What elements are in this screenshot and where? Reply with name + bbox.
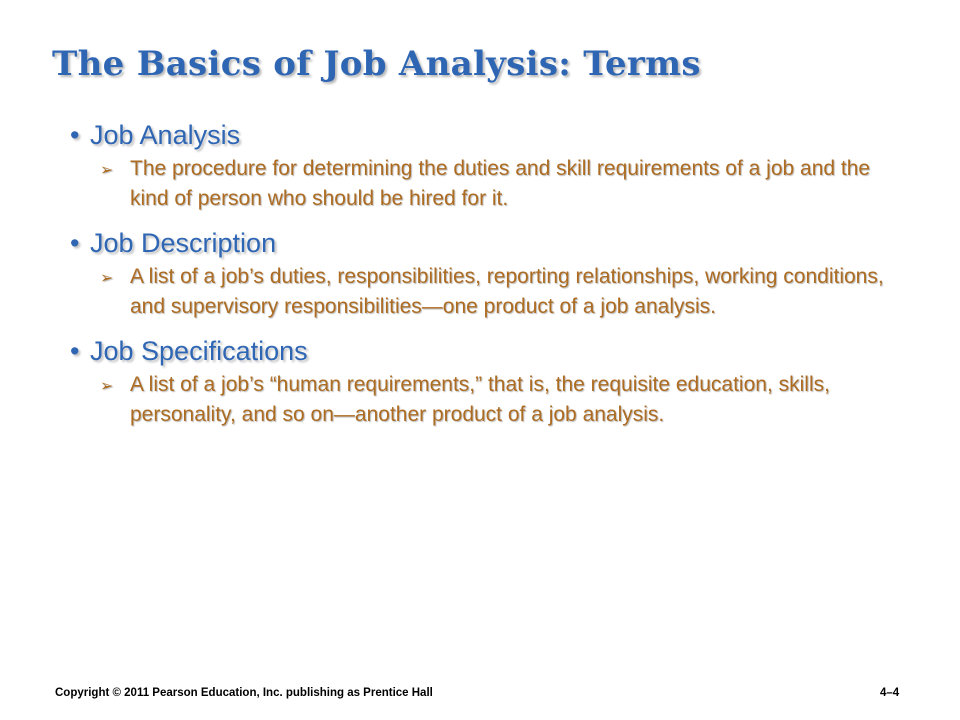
- definition-item: [68, 370, 888, 430]
- arrow-bullet-icon: ➢: [100, 162, 114, 179]
- page-number: 4–4: [880, 687, 900, 699]
- term-item: [68, 226, 888, 260]
- term-group-job-analysis: [68, 118, 888, 214]
- arrow-bullet-icon: ➢: [100, 270, 114, 287]
- footer-copyright: Copyright © 2011 Pearson Education, Inc. publishing as Prentice Hall: [55, 687, 433, 699]
- definition-item: [68, 154, 888, 214]
- term-item: [68, 118, 888, 152]
- round-bullet-icon: •: [70, 336, 80, 366]
- arrow-bullet-icon: ➢: [100, 378, 114, 395]
- term-item: [68, 334, 888, 368]
- term-group-job-specifications: [68, 334, 888, 430]
- slide-content: [68, 118, 888, 442]
- definition-text: The procedure for determining the duties and skill requirements of a job and the kind of person who should be hired for it.: [130, 157, 871, 210]
- term-group-job-description: [68, 226, 888, 322]
- term-label: Job Description: [90, 228, 277, 258]
- slide-title: The Basics of Job Analysis: Terms: [52, 44, 701, 84]
- definition-text: A list of a job’s duties, responsibilities, reporting relationships, working conditions, and supervisory responsibilities—one product of a job analysis.: [130, 265, 884, 318]
- definition-text: A list of a job’s “human requirements,” that is, the requisite education, skills, personality, and so on—another product of a job analysis.: [130, 373, 830, 426]
- term-label: Job Specifications: [90, 336, 308, 366]
- term-label: Job Analysis: [90, 120, 241, 150]
- round-bullet-icon: •: [70, 120, 80, 150]
- round-bullet-icon: •: [70, 228, 80, 258]
- definition-item: [68, 262, 888, 322]
